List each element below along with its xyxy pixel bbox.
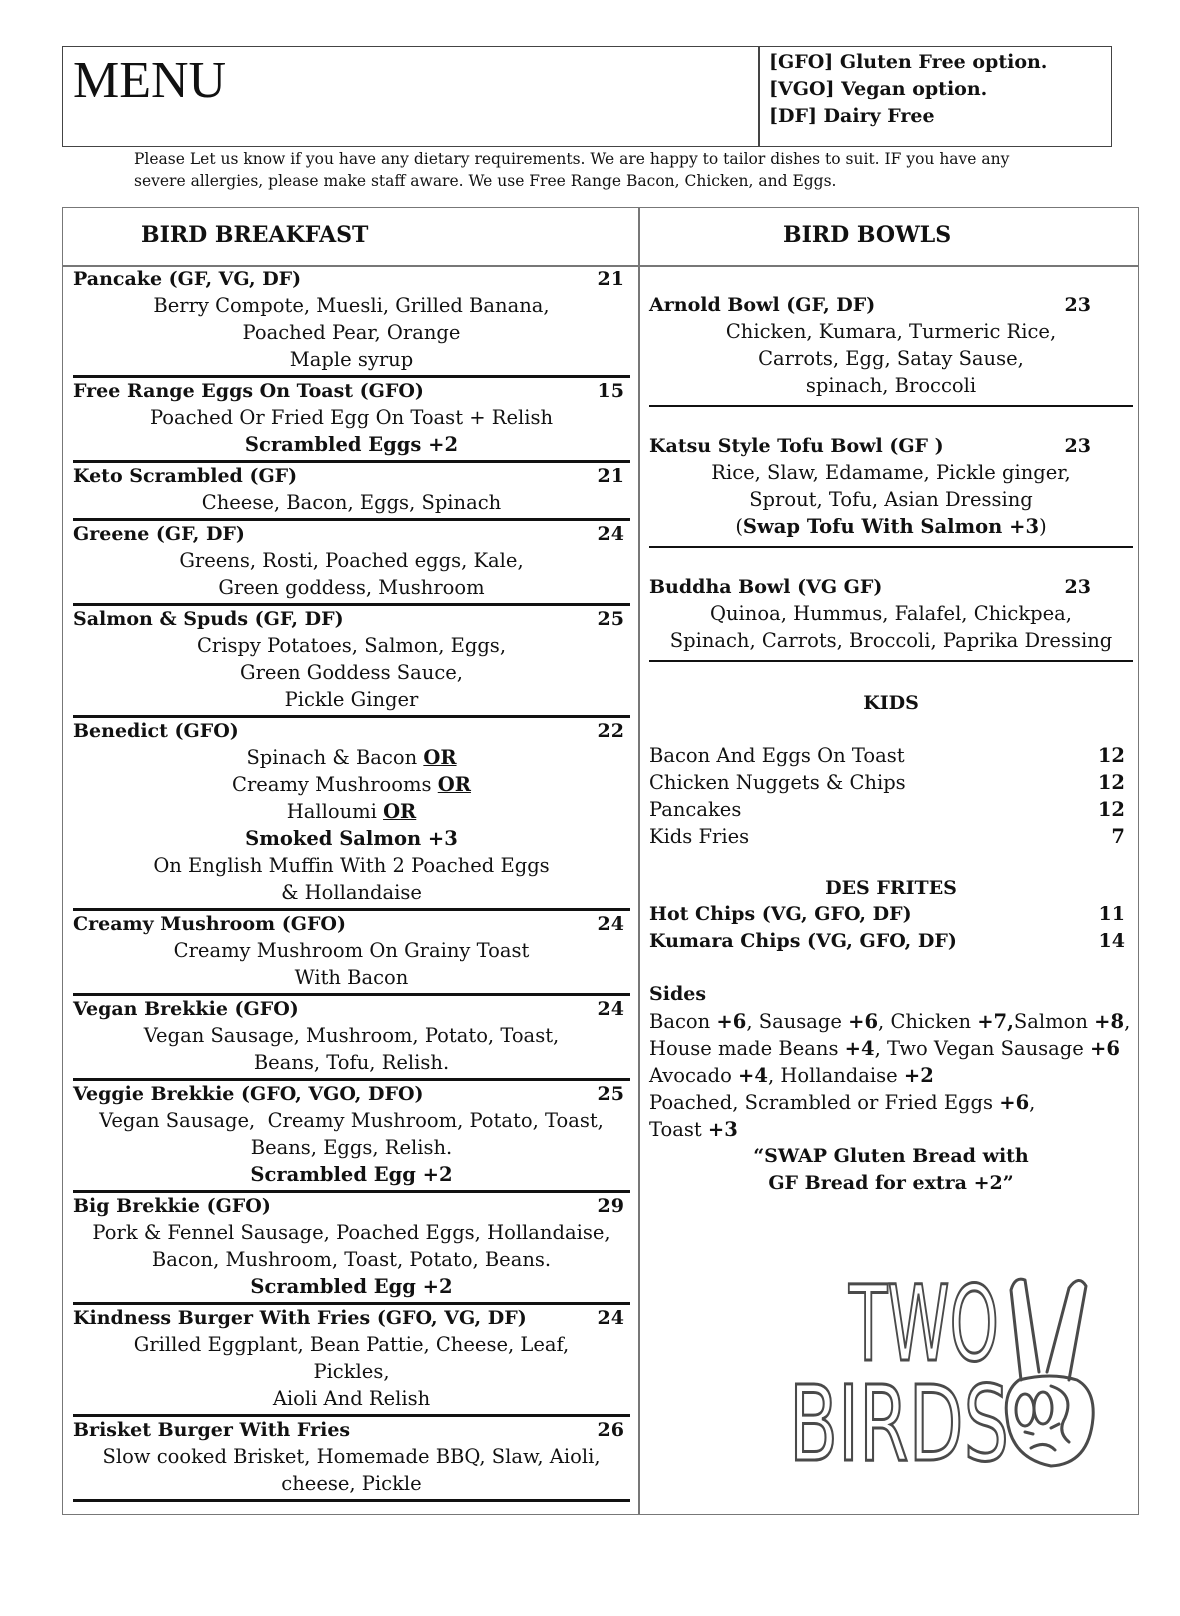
- dietary-notice: [134, 148, 1054, 192]
- item-name: Veggie Brekkie (GFO, VGO, DFO): [73, 1083, 424, 1105]
- item-price: 11: [1098, 903, 1125, 925]
- menu-item-benedict: [73, 718, 630, 911]
- item-name: Hot Chips (VG, GFO, DF): [649, 903, 912, 925]
- menu-item-creamy-mushroom: [73, 911, 630, 996]
- item-desc: Beans, Eggs, Relish.: [250, 1136, 453, 1159]
- item-desc: Greens, Rosti, Poached eggs, Kale,: [179, 549, 524, 572]
- page-title: MENU: [73, 52, 227, 109]
- item-price: 14: [1098, 930, 1125, 952]
- dietary-legend: [769, 49, 1047, 130]
- item-name: Chicken Nuggets & Chips: [649, 771, 906, 794]
- item-desc: Grilled Eggplant, Bean Pattie, Cheese, Leaf,: [133, 1333, 570, 1356]
- item-desc: On English Muffin With 2 Poached Eggs: [153, 854, 550, 877]
- item-desc: Maple syrup: [289, 348, 414, 371]
- menu-item-pancake: [73, 266, 630, 378]
- item-extra: Scrambled Egg +2: [250, 1163, 453, 1186]
- item-name: Benedict (GFO): [73, 720, 239, 742]
- sides-line: Avocado +4, Hollandaise +2: [649, 1064, 934, 1087]
- option-text: Halloumi: [286, 800, 377, 823]
- item-name: Free Range Eggs On Toast (GFO): [73, 380, 424, 402]
- item-price: 12: [1097, 798, 1125, 821]
- item-desc: Poached Pear, Orange: [242, 321, 461, 344]
- item-price: 23: [1064, 435, 1091, 457]
- item-price: 23: [1064, 294, 1091, 316]
- swap-text: Swap Tofu With Salmon +3: [742, 515, 1040, 538]
- benedict-option: [73, 798, 630, 825]
- bowl-item-buddha: [649, 574, 1133, 662]
- item-name: Vegan Brekkie (GFO): [73, 998, 299, 1020]
- menu-item-kindness-burger: [73, 1305, 630, 1417]
- item-extra-row: [73, 1273, 630, 1300]
- option-text: Spinach & Bacon: [246, 746, 418, 769]
- benedict-option: [73, 771, 630, 798]
- sides-line: [649, 1116, 1133, 1143]
- menu-item-veggie-brekkie: [73, 1081, 630, 1193]
- item-name: Bacon And Eggs On Toast: [649, 744, 905, 767]
- breakfast-heading: BIRD BREAKFAST: [141, 222, 369, 248]
- item-desc: Pickle Ginger: [284, 688, 419, 711]
- item-price: 15: [597, 380, 624, 402]
- item-desc: Beans, Tofu, Relish.: [253, 1051, 450, 1074]
- item-desc: Vegan Sausage, Mushroom, Potato, Toast,: [143, 1024, 560, 1047]
- side-price: +8: [1094, 1010, 1125, 1033]
- or-text: OR: [383, 800, 417, 823]
- item-desc: Poached Or Fried Egg On Toast + Relish: [149, 406, 554, 429]
- item-price: 24: [597, 998, 624, 1020]
- item-desc: Sprout, Tofu, Asian Dressing: [749, 488, 1033, 511]
- item-price: 22: [597, 720, 624, 742]
- menu-table: [62, 207, 1139, 1515]
- item-price: 12: [1097, 744, 1125, 767]
- notice-line: severe allergies, please make staff aware. We use Free Range Bacon, Chicken, and Eggs.: [134, 172, 837, 190]
- item-desc: Pickles,: [313, 1360, 390, 1383]
- item-desc: Slow cooked Brisket, Homemade BBQ, Slaw, Aioli,: [102, 1445, 601, 1468]
- logo-word-two: TWO: [848, 1268, 999, 1385]
- benedict-option: [73, 744, 630, 771]
- column-divider: [638, 208, 640, 1514]
- side-price: +3: [707, 1118, 738, 1141]
- option-text: Creamy Mushrooms: [232, 773, 432, 796]
- breakfast-list: [73, 266, 630, 1502]
- item-desc: Crispy Potatoes, Salmon, Eggs,: [196, 634, 507, 657]
- side-price: +7,: [977, 1010, 1014, 1033]
- side-price: +6: [848, 1010, 879, 1033]
- item-desc: Quinoa, Hummus, Falafel, Chickpea,: [710, 602, 1072, 625]
- item-name: Pancakes: [649, 798, 742, 821]
- item-price: 12: [1097, 771, 1125, 794]
- item-desc: Green goddess, Mushroom: [218, 576, 485, 599]
- item-name: Keto Scrambled (GF): [73, 465, 298, 487]
- bowls-heading: BIRD BOWLS: [783, 222, 952, 248]
- item-price: 25: [597, 608, 624, 630]
- item-price: 24: [597, 1307, 624, 1329]
- item-price: 21: [597, 465, 624, 487]
- item-desc: With Bacon: [294, 966, 409, 989]
- kids-list: [649, 742, 1133, 850]
- logo-word-birds: BIRDS: [789, 1363, 1009, 1478]
- bowl-item-arnold: [649, 292, 1133, 407]
- sides-line: Bacon +6, Sausage +6, Chicken +7,Salmon +8,: [649, 1010, 1131, 1033]
- item-name: Kids Fries: [649, 825, 750, 848]
- header-divider: [758, 47, 760, 146]
- kids-heading: KIDS: [863, 692, 919, 714]
- kids-item: [649, 742, 1133, 769]
- side-name: Avocado: [649, 1064, 732, 1087]
- kids-item: [649, 769, 1133, 796]
- side-name: Poached, Scrambled or Fried Eggs: [649, 1091, 994, 1114]
- item-name: Greene (GF, DF): [73, 523, 245, 545]
- sides-heading: Sides: [649, 983, 707, 1005]
- frites-heading: DES FRITES: [825, 877, 957, 899]
- item-desc: Vegan Sausage, Creamy Mushroom, Potato, Toast,: [99, 1109, 604, 1132]
- side-name: Bacon: [649, 1010, 711, 1033]
- item-name: Katsu Style Tofu Bowl (GF ): [649, 435, 944, 457]
- item-price: 23: [1064, 576, 1091, 598]
- item-price: 21: [597, 268, 624, 290]
- item-name: Big Brekkie (GFO): [73, 1195, 271, 1217]
- item-desc: Chicken, Kumara, Turmeric Rice,: [725, 320, 1057, 343]
- sides-line: Poached, Scrambled or Fried Eggs +6,: [649, 1091, 1036, 1114]
- side-name: Toast: [649, 1118, 702, 1141]
- item-desc: Berry Compote, Muesli, Grilled Banana,: [153, 294, 550, 317]
- kids-item: [649, 796, 1133, 823]
- or-text: OR: [423, 746, 457, 769]
- kids-item: [649, 823, 1133, 850]
- item-desc: & Hollandaise: [281, 881, 422, 904]
- item-desc: cheese, Pickle: [281, 1472, 422, 1495]
- notice-line: Please Let us know if you have any dietary requirements. We are happy to tailor dishes to suit. IF you have any: [134, 150, 1010, 168]
- menu-item-greene: [73, 521, 630, 606]
- item-name: Pancake (GF, VG, DF): [73, 268, 302, 290]
- side-price: +2: [903, 1064, 934, 1087]
- two-birds-logo: [789, 1268, 1119, 1478]
- side-name: Sausage: [758, 1010, 842, 1033]
- sides-line: House made Beans +4, Two Vegan Sausage +6: [649, 1037, 1120, 1060]
- item-desc: Rice, Slaw, Edamame, Pickle ginger,: [711, 461, 1071, 484]
- menu-item-eggs-on-toast: [73, 378, 630, 463]
- legend-gfo: [GFO] Gluten Free option.: [769, 51, 1048, 73]
- item-extra: Scrambled Egg +2: [250, 1275, 453, 1298]
- gf-swap-note: “SWAP Gluten Bread with: [753, 1145, 1029, 1167]
- item-extra-row: [73, 1161, 630, 1188]
- bowl-swap: [649, 513, 1133, 540]
- side-price: +4: [844, 1037, 875, 1060]
- side-price: +4: [738, 1064, 768, 1087]
- side-name: Chicken: [890, 1010, 972, 1033]
- item-desc: spinach, Broccoli: [805, 374, 977, 397]
- item-name: Buddha Bowl (VG GF): [649, 576, 883, 598]
- item-price: 26: [597, 1419, 624, 1441]
- item-name: Kumara Chips (VG, GFO, DF): [649, 930, 957, 952]
- item-price: 24: [597, 913, 624, 935]
- item-extra: Smoked Salmon +3: [245, 827, 458, 850]
- menu-item-salmon-spuds: [73, 606, 630, 718]
- frites-item: [649, 901, 1133, 928]
- bowls-column: [649, 266, 1133, 1478]
- bowl-item-katsu: [649, 433, 1133, 548]
- item-name: Brisket Burger With Fries: [73, 1419, 351, 1441]
- item-extra-row: [73, 825, 630, 852]
- item-desc: Green Goddess Sauce,: [240, 661, 463, 684]
- item-price: 7: [1111, 825, 1125, 848]
- side-name: House made Beans: [649, 1037, 839, 1060]
- item-extra-row: [73, 431, 630, 458]
- item-desc: Creamy Mushroom On Grainy Toast: [173, 939, 530, 962]
- item-desc: Pork & Fennel Sausage, Poached Eggs, Hollandaise,: [92, 1221, 611, 1244]
- item-name: Kindness Burger With Fries (GFO, VG, DF): [73, 1307, 527, 1329]
- item-desc: Bacon, Mushroom, Toast, Potato, Beans.: [151, 1248, 552, 1271]
- item-name: Arnold Bowl (GF, DF): [649, 294, 876, 316]
- side-price: +6: [716, 1010, 747, 1033]
- side-price: +6: [999, 1091, 1030, 1114]
- legend-df: [DF] Dairy Free: [769, 105, 935, 127]
- item-desc: Cheese, Bacon, Eggs, Spinach: [201, 491, 502, 514]
- item-price: 24: [597, 523, 624, 545]
- item-price: 25: [597, 1083, 624, 1105]
- or-text: OR: [437, 773, 471, 796]
- side-name: Hollandaise: [780, 1064, 898, 1087]
- item-name: Salmon & Spuds (GF, DF): [73, 608, 344, 630]
- menu-item-brisket-burger: [73, 1417, 630, 1502]
- gf-swap-note: GF Bread for extra +2”: [768, 1172, 1014, 1194]
- menu-item-big-brekkie: [73, 1193, 630, 1305]
- item-desc: Spinach, Carrots, Broccoli, Paprika Dressing: [669, 629, 1113, 652]
- menu-header: [62, 46, 1112, 147]
- paren: (: [735, 515, 743, 538]
- menu-item-keto: [73, 463, 630, 521]
- frites-item: [649, 928, 1133, 955]
- item-price: 29: [597, 1195, 624, 1217]
- item-name: Creamy Mushroom (GFO): [73, 913, 346, 935]
- side-name: Two Vegan Sausage: [886, 1037, 1084, 1060]
- item-desc: Aioli And Relish: [272, 1387, 431, 1410]
- item-desc: Carrots, Egg, Satay Sause,: [758, 347, 1024, 370]
- side-name: Salmon: [1013, 1010, 1088, 1033]
- menu-item-vegan-brekkie: [73, 996, 630, 1081]
- paren: ): [1039, 515, 1047, 538]
- peace-hand-icon: [1006, 1279, 1093, 1466]
- legend-vgo: [VGO] Vegan option.: [769, 78, 988, 100]
- side-price: +6: [1090, 1037, 1120, 1060]
- item-extra: Scrambled Eggs +2: [244, 433, 459, 456]
